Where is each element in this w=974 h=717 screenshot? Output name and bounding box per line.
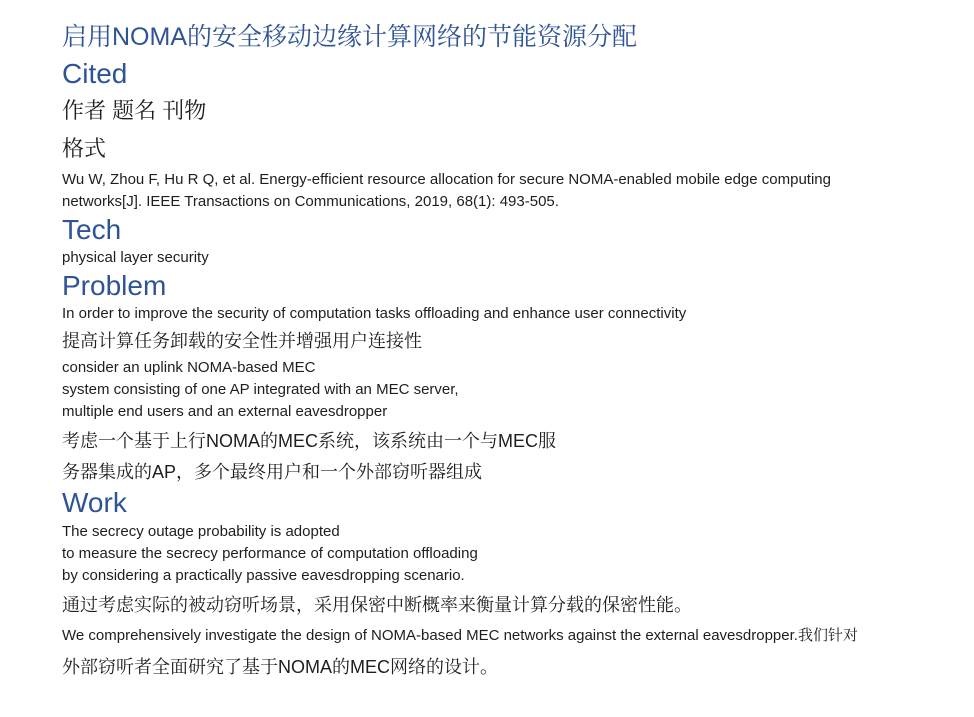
format-label: 格式	[62, 136, 107, 161]
problem-statement-zh: 提高计算任务卸载的安全性并增强用户连接性	[62, 331, 422, 351]
work-summary	[62, 623, 974, 685]
system-model-zh-line: 考虑一个基于上行NOMA的MEC系统，该系统由一个与MEC服	[62, 431, 556, 451]
citation-line: networks[J]. IEEE Transactions on Communications, 2019, 68(1): 493-505.	[62, 193, 559, 210]
tech-text: physical layer security	[62, 249, 209, 266]
work-method-en	[62, 521, 974, 587]
work-method-line: by considering a practically passive eavesdropping scenario.	[62, 567, 465, 584]
system-model-zh-line: 务器集成的AP，多个最终用户和一个外部窃听器组成	[62, 462, 483, 482]
work-heading: Work	[62, 487, 127, 518]
cited-heading: Cited	[62, 58, 128, 89]
citation-line: Wu W, Zhou F, Hu R Q, et al. Energy-efficient resource allocation for secure NOMA-enabled mobile edge computing	[62, 171, 831, 188]
page-title: 启用NOMA的安全移动边缘计算网络的节能资源分配	[62, 23, 638, 51]
cited-section	[62, 55, 974, 213]
work-method-line: The secrecy outage probability is adopted	[62, 523, 340, 540]
system-model-line: consider an uplink NOMA-based MEC	[62, 359, 316, 376]
system-model-zh	[62, 423, 974, 485]
tech-heading: Tech	[62, 214, 122, 245]
system-model-en	[62, 357, 974, 423]
system-model-line: system consisting of one AP integrated with an MEC server,	[62, 381, 459, 398]
work-method-line: to measure the secrecy performance of computation offloading	[62, 545, 478, 562]
work-section	[62, 485, 974, 685]
work-summary-line: We comprehensively investigate the design of NOMA-based MEC networks against the external eavesdropper.我们针对	[62, 627, 858, 644]
system-model-line: multiple end users and an external eavesdropper	[62, 403, 388, 420]
tech-section	[62, 213, 974, 269]
problem-statement-en: In order to improve the security of computation tasks offloading and enhance user connectivity	[62, 305, 687, 322]
work-method-zh: 通过考虑实际的被动窃听场景，采用保密中断概率来衡量计算分载的保密性能。	[62, 595, 692, 615]
work-summary-line: 外部窃听者全面研究了基于NOMA的MEC网络的设计。	[62, 657, 498, 677]
citation-text	[62, 169, 974, 213]
citation-fields-line: 作者 题名 刊物	[62, 98, 207, 123]
problem-section	[62, 269, 974, 485]
problem-heading: Problem	[62, 270, 167, 301]
